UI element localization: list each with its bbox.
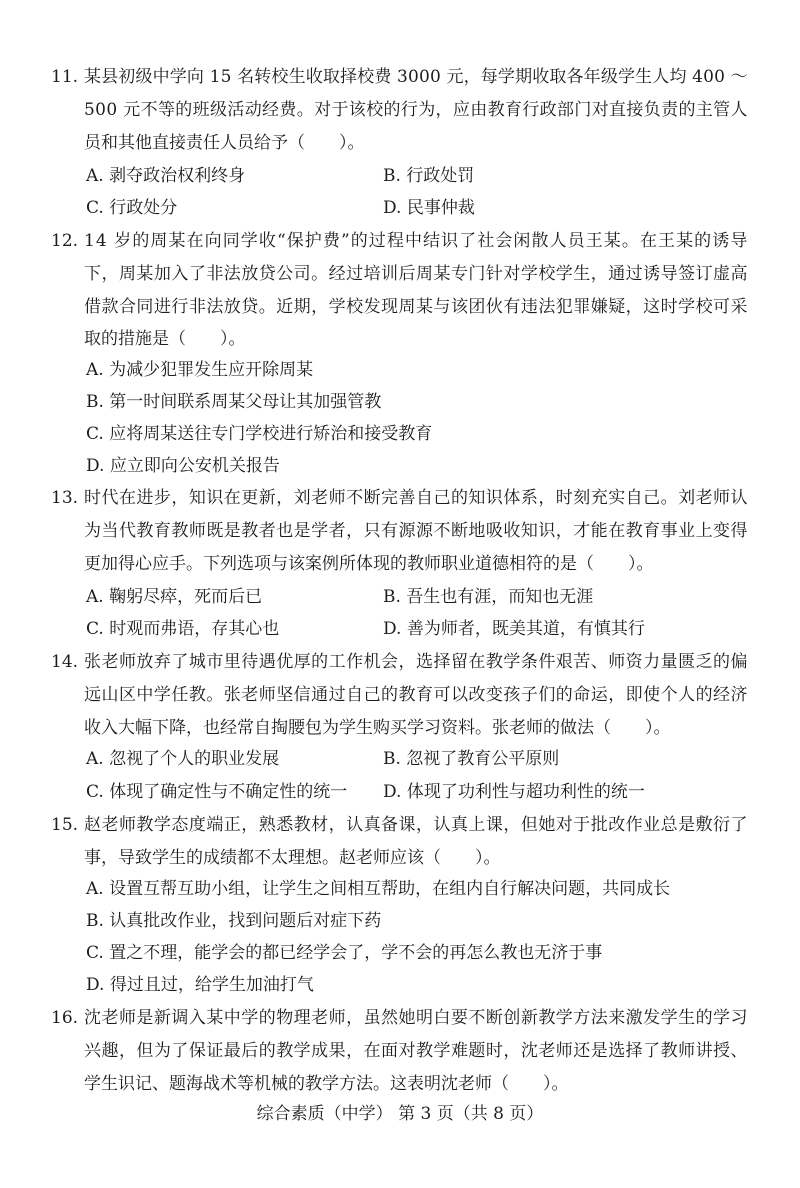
question-text-line: 远山区中学任教。张老师坚信通过自己的教育可以改变孩子们的命运，即使个人的经济: [84, 685, 748, 705]
option-d: D. 善为师者，既美其道，有慎其行: [383, 619, 645, 639]
question-text-line: 时代在进步，知识在更新，刘老师不断完善自己的知识体系，时刻充实自己。刘老师认: [84, 488, 748, 508]
option-a: A. 设置互帮互助小组，让学生之间相互帮助，在组内自行解决问题，共同成长: [86, 879, 671, 899]
question-number: 13.: [51, 488, 79, 508]
question-text-line: 500 元不等的班级活动经费。对于该校的行为，应由教育行政部门对直接负责的主管人: [84, 100, 748, 120]
question-text-line: 张老师放弃了城市里待遇优厚的工作机会，选择留在教学条件艰苦、师资力量匮乏的偏: [84, 652, 748, 672]
question-text-line: 更加得心应手。下列选项与该案例所体现的教师职业道德相符的是（ ）。: [84, 554, 654, 574]
option-c: C. 体现了确定性与不确定性的统一: [86, 782, 348, 802]
option-b: B. 吾生也有涯，而知也无涯: [383, 587, 594, 607]
option-b: B. 行政处罚: [383, 166, 475, 186]
option-d: D. 体现了功利性与超功利性的统一: [383, 782, 645, 802]
question-number: 16.: [51, 1008, 79, 1028]
option-c: C. 置之不理，能学会的都已经学会了，学不会的再怎么教也无济于事: [86, 943, 603, 963]
option-d: D. 应立即向公安机关报告: [86, 456, 280, 476]
question-text-line: 下，周某加入了非法放贷公司。经过培训后周某专门针对学校学生，通过诱导签订虚高: [84, 264, 748, 284]
question-number: 11.: [51, 67, 79, 87]
question-text-line: 沈老师是新调入某中学的物理老师，虽然她明白要不断创新教学方法来激发学生的学习: [84, 1008, 748, 1028]
question-text-line: 学生识记、题海战术等机械的教学方法。这表明沈老师（ ）。: [84, 1074, 569, 1094]
question-text-line: 员和其他直接责任人员给予（ ）。: [84, 133, 365, 153]
question-text-line: 为当代教育教师既是教者也是学者，只有源源不断地吸收知识，才能在教育事业上变得: [84, 521, 748, 541]
question-text-line: 赵老师教学态度端正，熟悉教材，认真备课，认真上课，但她对于批改作业总是敷衍了: [84, 815, 748, 835]
option-c: C. 时观而弗语，存其心也: [86, 619, 280, 639]
question-text-line: 兴趣，但为了保证最后的教学成果，在面对教学难题时，沈老师还是选择了教师讲授、: [84, 1041, 748, 1061]
option-b: B. 第一时间联系周某父母让其加强管教: [86, 392, 382, 412]
question-number: 12.: [51, 231, 79, 251]
question-text-line: 取的措施是（ ）。: [84, 329, 246, 349]
question-number: 15.: [51, 815, 79, 835]
question-text-line: 14 岁的周某在向同学收“保护费”的过程中结识了社会闲散人员王某。在王某的诱导: [84, 231, 749, 251]
option-b: B. 忽视了教育公平原则: [383, 749, 560, 769]
option-a: A. 忽视了个人的职业发展: [86, 749, 280, 769]
option-c: C. 应将周某送往专门学校进行矫治和接受教育: [86, 424, 433, 444]
option-b: B. 认真批改作业，找到问题后对症下药: [86, 911, 382, 931]
option-d: D. 民事仲裁: [383, 198, 475, 218]
question-text-line: 收入大幅下降，也经常自掏腰包为学生购买学习资料。张老师的做法（ ）。: [84, 718, 671, 738]
option-c: C. 行政处分: [86, 198, 178, 218]
option-a: A. 为减少犯罪发生应开除周某: [86, 360, 314, 380]
page-footer: 综合素质（中学） 第 3 页（共 8 页）: [256, 1104, 544, 1124]
question-number: 14.: [51, 652, 79, 672]
question-text-line: 借款合同进行非法放贷。近期，学校发现周某与该团伙有违法犯罪嫌疑，这时学校可采: [84, 297, 748, 317]
question-text-line: 事，导致学生的成绩都不太理想。赵老师应该（ ）。: [84, 848, 501, 868]
option-a: A. 鞠躬尽瘁，死而后已: [86, 587, 263, 607]
option-d: D. 得过且过，给学生加油打气: [86, 975, 314, 995]
question-text-line: 某县初级中学向 15 名转校生收取择校费 3000 元，每学期收取各年级学生人均 400 ～: [84, 67, 748, 87]
option-a: A. 剥夺政治权利终身: [86, 166, 246, 186]
